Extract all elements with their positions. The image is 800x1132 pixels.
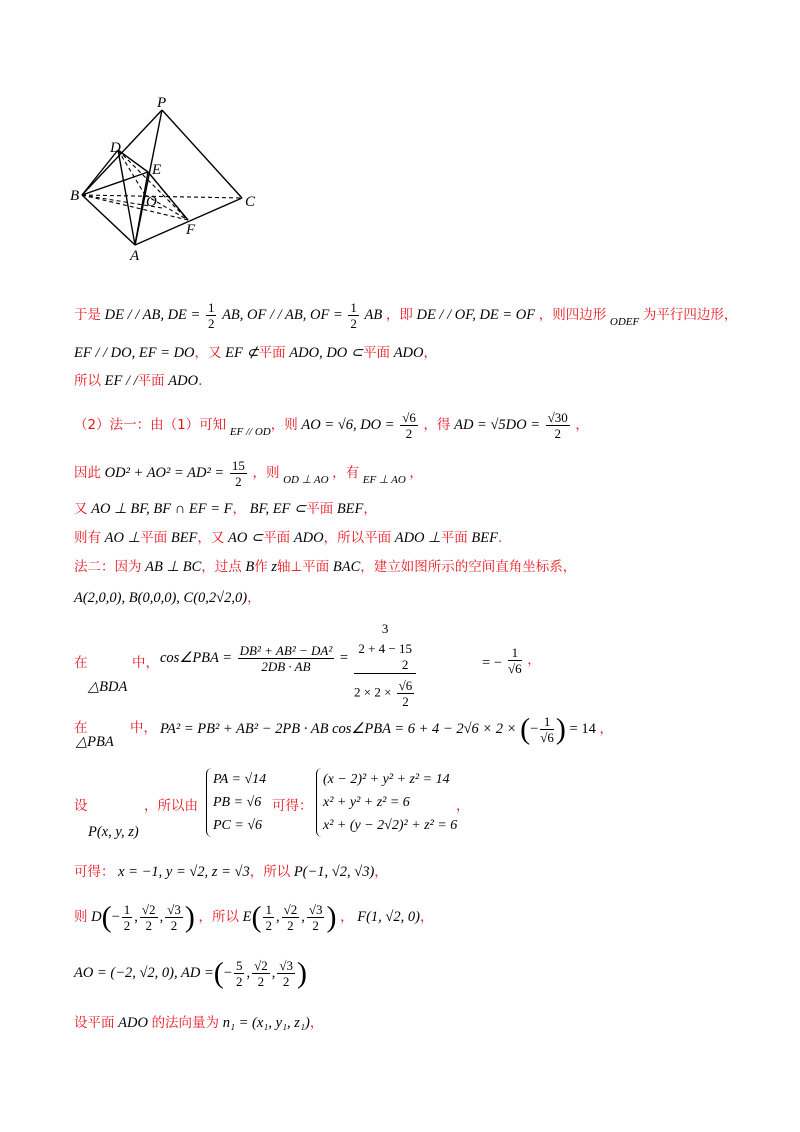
label-B: B [70, 188, 80, 204]
label-A: A [130, 248, 140, 264]
fraction: $\frac{\text{DB² + AB² − DA²}}{2DB \cdot AB}$ [239, 643, 333, 674]
fraction: $\frac{√6}{2}$ [402, 410, 416, 441]
line-15: AO = (−2, √2, 0), AD =(− $\frac{5}{2}$ , $\frac{√2}{2}$ , $\frac{√3}{2}$ ) [74, 956, 307, 990]
fraction: $\frac{1}{2}$ [350, 300, 357, 331]
edge-DE [118, 150, 148, 172]
big-fraction: 3 2 + 4 − 15 2 2 × 2 × $\frac{√6}{2}$ [352, 625, 418, 709]
line-8: 法二：因为 AB ⊥ BC，过点 B作 z轴⊥平面 BAC，建立如图所示的空间直角坐标系， [74, 559, 577, 575]
line-2: EF / / DO, EF = DO，又 EF ⊄平面 ADO, DO ⊂平面 ADO， [74, 345, 437, 361]
line-1: 于是 DE / / AB, DE = $\frac{1}{2}$ AB, OF / / AB, OF = $\frac{1}{2}$ AB ，即 DE / / OF, DE = OF ，则四边形 $_{ODEF}$ 为平行四边形， [74, 300, 738, 331]
label-C: C [245, 194, 256, 210]
pyramid-figure [60, 90, 270, 265]
line-13: 可得： x = −1, y = √2, z = √3，所以 P(−1, √2, √3)， [74, 864, 388, 880]
edge-BC-dashed [82, 195, 242, 198]
pyramid-diagram [60, 90, 270, 265]
cos-expression: cos∠PBA = $\frac{\text{DB² + AB² − DA²}}{2DB \cdot AB}$ = [160, 643, 349, 674]
edge-OA [135, 195, 145, 245]
line-3: 所以 EF / /平面 ADO. [74, 373, 203, 389]
label-F: F [186, 222, 196, 238]
label-P: P [157, 95, 167, 111]
condition-system: PA = √14 PB = √6 PC = √6 [206, 768, 266, 837]
line-14: 则 D(− $\frac{1}{2}$ , $\frac{√2}{2}$ , $\frac{√3}{2}$ ) ，所以 E( $\frac{1}{2}$ , $\frac{√2}{2}$ , $\frac{√3}{2}$ ) ， F(1, √2, 0)， [74, 900, 434, 934]
line-4: （2）法一：由（1）可知 $_{EF // OD}$，则 AO = √6, DO = $\frac{√6}{2}$ ，得 AD = √5DO = $\frac{√30}{2}$ ， [74, 410, 589, 441]
fraction: $\frac{1}{√6}$ [508, 645, 522, 676]
edge-BF-dashed [82, 195, 188, 220]
fraction: $\frac{15}{2}$ [231, 458, 245, 489]
line-6: 又 AO ⊥ BF, BF ∩ EF = F， BF, EF ⊂平面 BEF， [74, 501, 377, 517]
line-9: A(2,0,0), B(0,0,0), C(0,2√2,0)， [74, 590, 261, 606]
label-O: O [146, 194, 157, 210]
fraction: $\frac{1}{2}$ [207, 300, 215, 331]
edge-PC [162, 110, 242, 198]
line-5: 因此 OD² + AO² = AD² = $\frac{15}{2}$ ，则 $_{OD \perp AO}$ ，有 $_{EF \perp AO}$ ， [74, 458, 423, 489]
line-16: 设平面 ADO 的法向量为 n₁ = (x₁, y₁, z₁)， [74, 1015, 324, 1031]
label-D: D [110, 140, 121, 156]
fraction: $\frac{√30}{2}$ [547, 410, 568, 441]
fraction: $\frac{1}{√6}$ [540, 714, 554, 745]
equation-system: (x − 2)² + y² + z² = 14 x² + y² + z² = 6 x² + (y − 2√2)² + z² = 6 [316, 768, 457, 837]
label-E: E [152, 162, 162, 178]
line-7: 则有 AO ⊥平面 BEF，又 AO ⊂平面 ADO，所以平面 ADO ⊥平面 BEF. [74, 530, 503, 546]
